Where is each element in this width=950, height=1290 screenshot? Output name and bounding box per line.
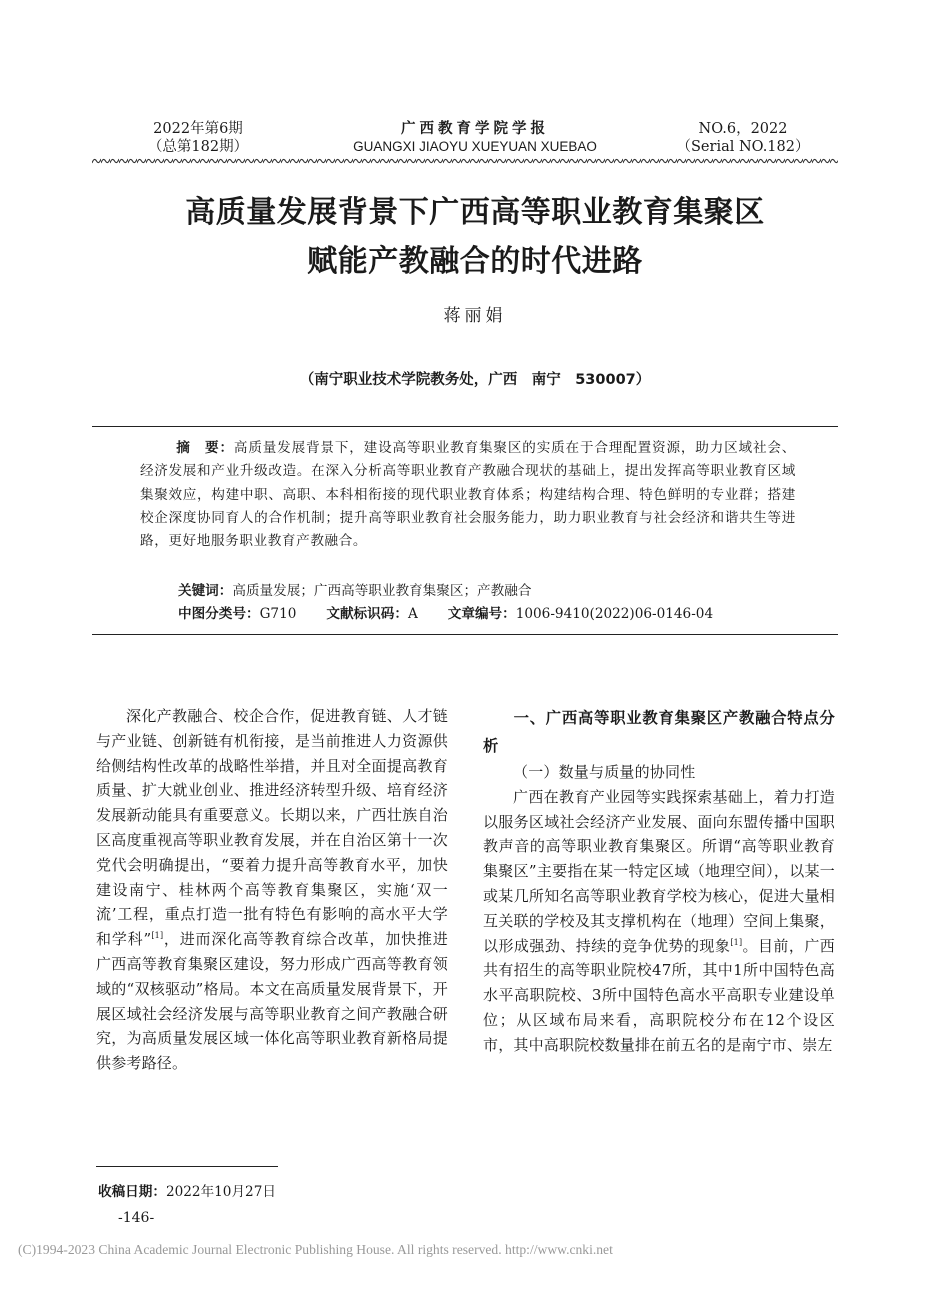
serial-number: （Serial NO.182） (676, 139, 810, 155)
document-code-value: A (407, 606, 418, 622)
section-paragraph (483, 785, 835, 1058)
document-code-label: 文献标识码： (326, 606, 408, 622)
journal-name-en: GUANGXI JIAOYU XUEYUAN XUEBAO (353, 139, 597, 154)
issue-info-en (668, 120, 818, 156)
article-title-line2: 赋能产教融合的时代进路 (307, 244, 643, 279)
keywords-label: 关键词： (178, 583, 233, 599)
journal-name (330, 120, 620, 156)
body-left-column (96, 704, 448, 1076)
footnote-rule (96, 1166, 278, 1167)
intro-paragraph (96, 704, 448, 1076)
abstract (140, 437, 796, 553)
abstract-top-rule (92, 426, 838, 427)
issue-number-en: NO.6，2022 (698, 121, 788, 137)
intro-text-part1: 深化产教融合、校企合作，促进教育链、人才链与产业链、创新链有机衔接，是当前推进人力资源供给侧结构性改革的战略性举措，并且对全面提高教育质量、扩大就业创业、推进经济转型升级、培育经济发展新动能具有重要意义。长期以来，广西壮族自治区高度重视高等职业教育发展，并在自治区第十一次党代会明确提出，“要着力提升高等教育水平，加快建设南宁、桂林两个高等教育集聚区，实施‘双一流’工程，重点打造一批有特色有影响的高水平大学和学科” (96, 707, 448, 949)
article-number-label: 文章编号： (447, 606, 516, 622)
issue-total: （总第182期） (147, 139, 249, 155)
keywords-text: 高质量发展；广西高等职业教育集聚区；产教融合 (232, 583, 532, 599)
abstract-bottom-rule (92, 634, 838, 635)
abstract-label: 摘 要： (176, 440, 234, 456)
section-heading: 一、广西高等职业教育集聚区产教融合特点分析 (483, 709, 835, 755)
body-right-column (483, 704, 835, 1058)
received-date (98, 1180, 276, 1200)
author-affiliation: （南宁职业技术学院教务处，广西 南宁 530007） (299, 372, 651, 388)
issue-number: 2022年第6期 (153, 121, 243, 137)
citation-1: [1] (151, 931, 164, 941)
subsection-heading: （一）数量与质量的协同性 (513, 763, 696, 781)
page-number: -146- (118, 1210, 155, 1226)
section-text-part1: 广西在教育产业园等实践探索基础上，着力打造以服务区域社会经济产业发展、面向东盟传播中国职教声音的高等职业教育集聚区。所谓“高等职业教育集聚区”主要指在某一特定区域（地理空间），以某一或某几所知名高等职业教育学校为核心，促进大量相互关联的学校及其支撑机构在（地理）空间上集聚，以形成强劲、持续的竞争优势的现象 (483, 787, 835, 955)
classification-info (178, 603, 838, 625)
issue-info (138, 120, 258, 156)
article-title (92, 188, 858, 286)
keywords (178, 580, 798, 602)
clc-label: 中图分类号： (178, 606, 260, 622)
copyright-notice: (C)1994-2023 China Academic Journal Electronic Publishing House. All rights reserved. http://www.cnki.net (18, 1242, 613, 1257)
author-name: 蒋丽娟 (443, 306, 507, 326)
article-title-line1: 高质量发展背景下广西高等职业教育集聚区 (185, 195, 765, 230)
received-date-label: 收稿日期： (98, 1184, 166, 1200)
section-text-part2: 。目前，广西共有招生的高等职业院校47所，其中1所中国特色高水平高职院校、3所中国特色高水平高职专业建设单位；从区域布局来看，高职院校分布在12个设区市，其中高职院校数量排在前五名的是南宁市、崇左 (483, 936, 836, 1054)
abstract-text: 高质量发展背景下，建设高等职业教育集聚区的实质在于合理配置资源，助力区域社会、经济发展和产业升级改造。在深入分析高等职业教育产教融合现状的基础上，提出发挥高等职业教育区域集聚效应，构建中职、高职、本科相衔接的现代职业教育体系；构建结构合理、特色鲜明的专业群；搭建校企深度协同育人的合作机制；提升高等职业教育社会服务能力，助力职业教育与社会经济和谐共生等进路，更好地服务职业教育产教融合。 (140, 440, 796, 550)
citation-1-repeat: [1] (730, 937, 743, 947)
journal-name-cn: 广西教育学院学报 (401, 121, 549, 137)
header-decorative-border (92, 157, 838, 165)
clc-value: G710 (259, 606, 297, 622)
article-number-value: 1006-9410(2022)06-0146-04 (515, 606, 714, 622)
received-date-value: 2022年10月27日 (165, 1184, 276, 1200)
intro-text-part2: ，进而深化高等教育综合改革，加快推进广西高等教育集聚区建设，努力形成广西高等教育领域的“双核驱动”格局。本文在高质量发展背景下，开展区域社会经济发展与高等职业教育之间产教融合研究，为高质量发展区域一体化高等职业教育新格局提供参考路径。 (96, 930, 448, 1073)
